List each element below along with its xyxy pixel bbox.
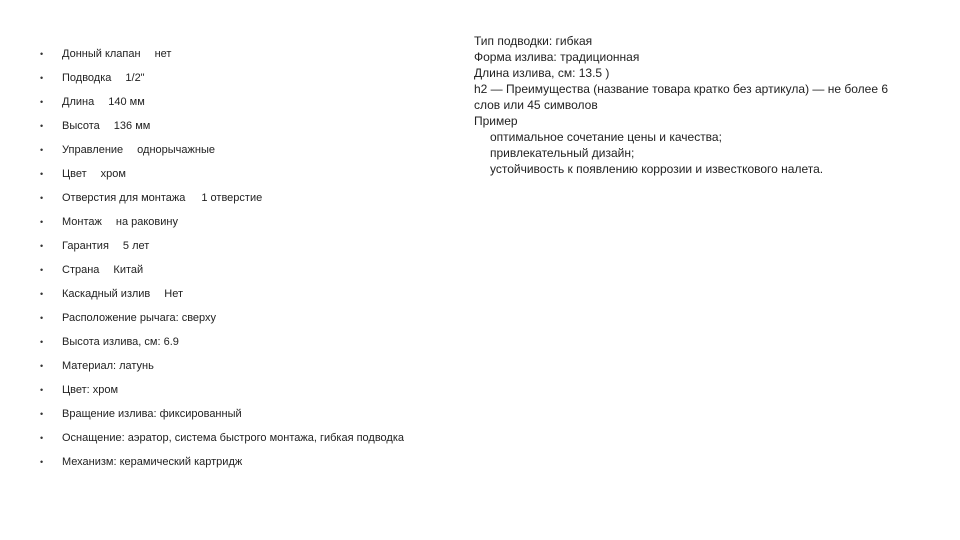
- bullet: •: [40, 313, 44, 323]
- spec-value: Китай: [113, 264, 144, 276]
- spec-item: [40, 114, 404, 138]
- spec-value: на раковину: [115, 216, 178, 228]
- spec-value: 1 отверстие: [201, 192, 263, 204]
- spec-item: [40, 210, 404, 234]
- spec-value: Нет: [164, 288, 184, 300]
- spec-label: Отверстия для монтажа: [62, 192, 186, 204]
- bullet: •: [40, 265, 44, 275]
- spec-label: Длина: [62, 96, 95, 108]
- spec-list: [40, 42, 404, 474]
- bullet: •: [40, 361, 44, 371]
- spec-label: Страна: [62, 264, 100, 276]
- spec-value: нет: [154, 48, 172, 60]
- advantage-item: устойчивость к появлению коррозии и известкового налета.: [490, 162, 824, 176]
- connection-type-line: Тип подводки: гибкая: [474, 34, 593, 48]
- spec-item: [40, 66, 404, 90]
- spec-label: Высота: [62, 120, 100, 132]
- spec-item: [40, 330, 404, 354]
- spec-label: Цвет: [62, 168, 87, 180]
- spec-label: Высота излива, см: 6.9: [62, 336, 179, 348]
- bullet: •: [40, 121, 44, 131]
- bullet: •: [40, 385, 44, 395]
- spec-label: Подводка: [62, 72, 112, 84]
- spec-item: [40, 306, 404, 330]
- bullet: •: [40, 457, 44, 467]
- spec-label: Цвет: хром: [62, 384, 119, 396]
- spec-label: Материал: латунь: [62, 360, 154, 372]
- spec-value: 136 мм: [113, 120, 151, 132]
- bullet: •: [40, 49, 44, 59]
- bullet: •: [40, 193, 44, 203]
- spec-item: [40, 354, 404, 378]
- spec-label: Каскадный излив: [62, 288, 151, 300]
- spec-value: 140 мм: [108, 96, 145, 108]
- spec-item: [40, 234, 404, 258]
- bullet: •: [40, 433, 44, 443]
- spec-label: Гарантия: [62, 240, 109, 252]
- spec-label: Монтаж: [62, 216, 102, 228]
- spec-item: [40, 162, 404, 186]
- spec-value: 5 лет: [122, 240, 150, 252]
- example-label: Пример: [474, 114, 518, 128]
- advantages-heading-note: h2 — Преимущества (название товара кратко без артикула) — не более 6 слов или 45 символов: [474, 82, 889, 112]
- spec-item: [40, 186, 404, 210]
- spec-value: однорычажные: [137, 144, 215, 156]
- bullet: •: [40, 73, 44, 83]
- advantage-item: привлекательный дизайн;: [490, 146, 635, 160]
- bullet: •: [40, 241, 44, 251]
- spec-item: [40, 378, 404, 402]
- spec-item: [40, 450, 404, 474]
- spec-item: [40, 402, 404, 426]
- spec-item: [40, 258, 404, 282]
- spec-item: [40, 90, 404, 114]
- spec-item: [40, 282, 404, 306]
- spec-item: [40, 426, 404, 450]
- bullet: •: [40, 217, 44, 227]
- bullet: •: [40, 289, 44, 299]
- bullet: •: [40, 145, 44, 155]
- bullet: •: [40, 409, 44, 419]
- spec-label: Донный клапан: [62, 48, 141, 60]
- bullet: •: [40, 169, 44, 179]
- spec-label: Расположение рычага: сверху: [62, 312, 217, 324]
- spec-label: Оснащение: аэратор, система быстрого монтажа, гибкая подводка: [62, 432, 405, 444]
- spec-value: 1/2": [125, 72, 145, 84]
- spec-label: Управление: [62, 144, 124, 156]
- spout-length-line: Длина излива, см: 13.5 ): [474, 66, 610, 80]
- product-description: [474, 33, 914, 177]
- spec-item: [40, 42, 404, 66]
- spec-label: Механизм: керамический картридж: [62, 456, 243, 468]
- spout-shape-line: Форма излива: традиционная: [474, 50, 640, 64]
- advantage-item: оптимальное сочетание цены и качества;: [490, 130, 722, 144]
- spec-value: хром: [100, 168, 126, 180]
- bullet: •: [40, 337, 44, 347]
- spec-label: Вращение излива: фиксированный: [62, 408, 242, 420]
- bullet: •: [40, 97, 44, 107]
- spec-item: [40, 138, 404, 162]
